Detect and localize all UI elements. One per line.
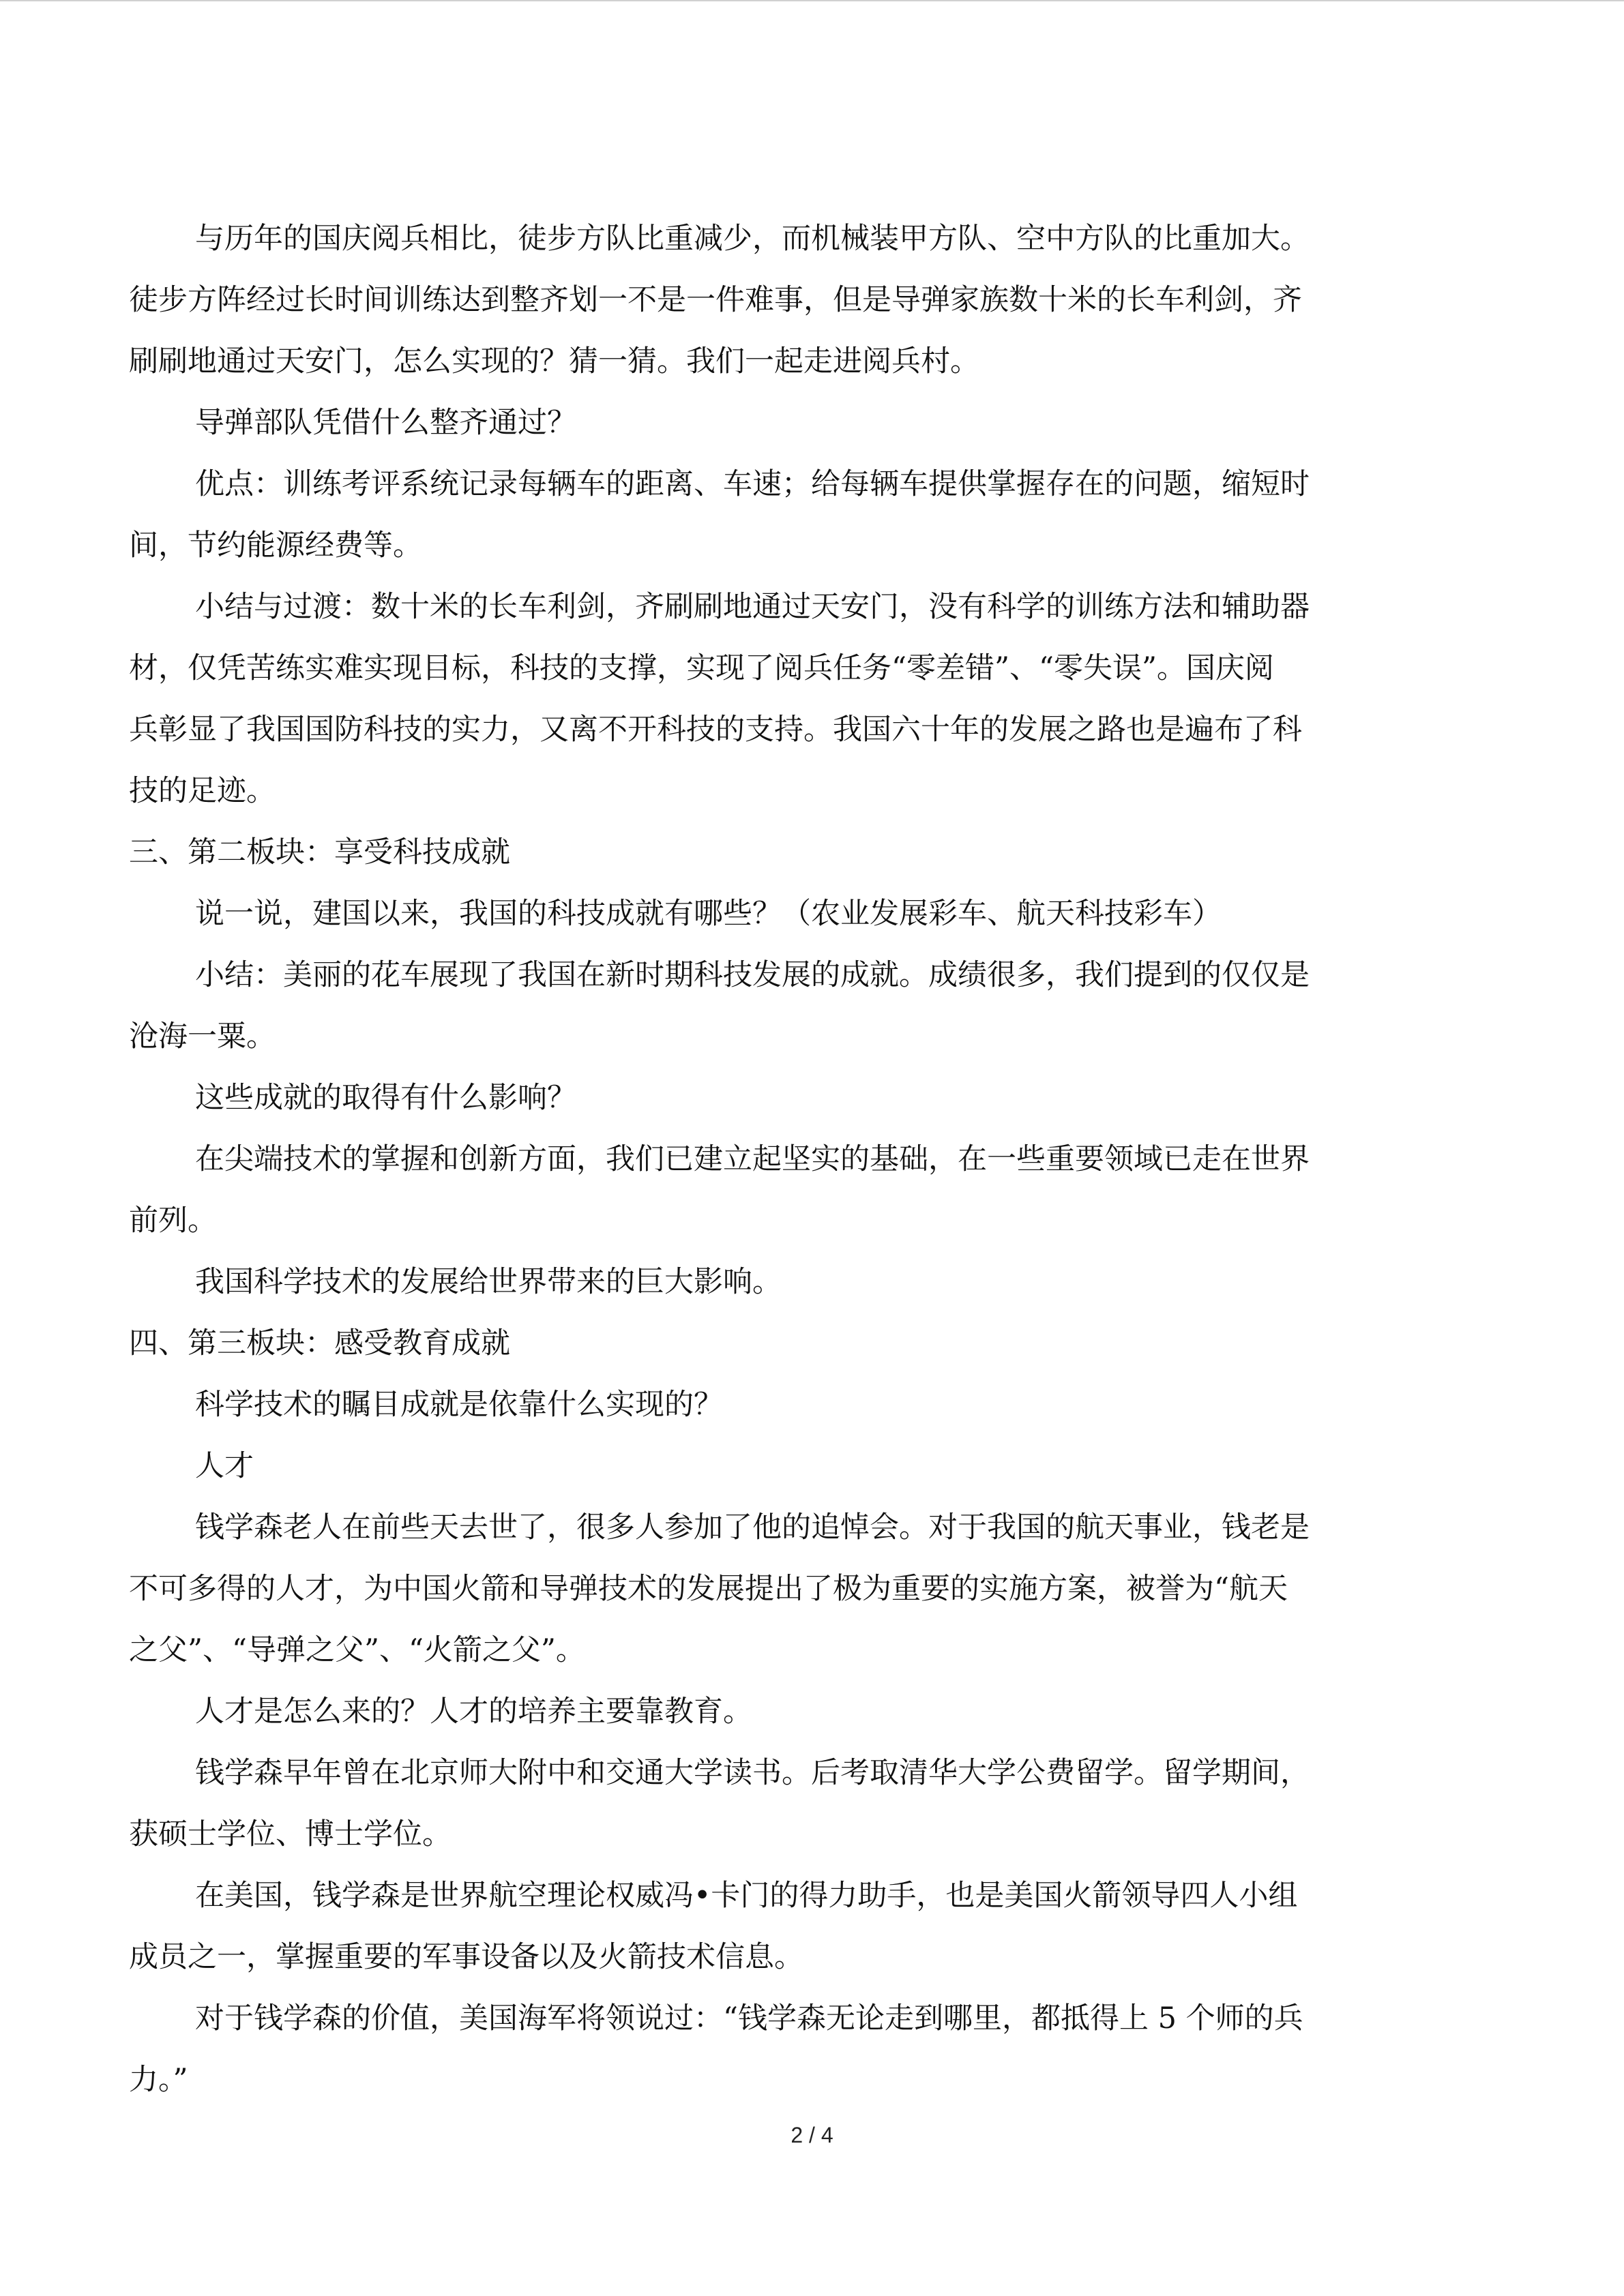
paragraph-line: 刷刷地通过天安门，怎么实现的？猜一猜。我们一起走进阅兵村。 (129, 344, 979, 378)
paragraph-line: 三、第二板块：享受科技成就 (129, 835, 510, 869)
paragraph-line: 兵彰显了我国国防科技的实力，又离不开科技的支持。我国六十年的发展之路也是遍布了科 (129, 713, 1302, 747)
page-top-border (0, 0, 1624, 1)
paragraph-line: 力。” (129, 2063, 188, 2097)
paragraph-line: 沧海一粟。 (129, 1019, 276, 1054)
paragraph-line-indented: 小结与过渡：数十米的长车利剑，齐刷刷地通过天安门，没有科学的训练方法和辅助器 (195, 590, 1310, 624)
paragraph-line-indented: 小结：美丽的花车展现了我国在新时期科技发展的成就。成绩很多，我们提到的仅仅是 (195, 958, 1310, 992)
paragraph-line-indented: 人才 (195, 1449, 254, 1483)
paragraph-line: 间，节约能源经费等。 (129, 528, 422, 563)
paragraph-line: 之父”、“导弹之父”、“火箭之父”。 (129, 1633, 585, 1667)
paragraph-line: 前列。 (129, 1204, 217, 1238)
paragraph-line: 材，仅凭苦练实难实现目标，科技的支撑，实现了阅兵任务“零差错”、“零失误”。国庆阅 (129, 651, 1274, 685)
paragraph-line-indented: 钱学森老人在前些天去世了，很多人参加了他的追悼会。对于我国的航天事业，钱老是 (195, 1510, 1310, 1545)
paragraph-line-indented: 导弹部队凭借什么整齐通过？ (195, 406, 576, 440)
paragraph-line: 技的足迹。 (129, 774, 276, 808)
page-number: 2 / 4 (791, 2123, 833, 2147)
paragraph-line: 成员之一，掌握重要的军事设备以及火箭技术信息。 (129, 1940, 803, 1974)
paragraph-line-indented: 人才是怎么来的？人才的培养主要靠教育。 (195, 1695, 752, 1729)
paragraph-line-indented: 与历年的国庆阅兵相比，徒步方队比重减少，而机械装甲方队、空中方队的比重加大。 (195, 222, 1310, 256)
paragraph-line-indented: 在尖端技术的掌握和创新方面，我们已建立起坚实的基础，在一些重要领域已走在世界 (195, 1142, 1310, 1176)
paragraph-line-indented: 科学技术的瞩目成就是依靠什么实现的？ (195, 1388, 723, 1422)
paragraph-line-indented: 对于钱学森的价值，美国海军将领说过：“钱学森无论走到哪里，都抵得上 5 个师的兵 (195, 2001, 1303, 2036)
paragraph-line-indented: 钱学森早年曾在北京师大附中和交通大学读书。后考取清华大学公费留学。留学期间， (195, 1756, 1310, 1790)
paragraph-line-indented: 说一说，建国以来，我国的科技成就有哪些？（农业发展彩车、航天科技彩车） (195, 897, 1222, 931)
paragraph-line: 徒步方阵经过长时间训练达到整齐划一不是一件难事，但是导弹家族数十米的长车利剑，齐 (129, 283, 1302, 317)
paragraph-line-indented: 这些成就的取得有什么影响？ (195, 1081, 576, 1115)
paragraph-line: 四、第三板块：感受教育成就 (129, 1326, 510, 1360)
paragraph-line: 不可多得的人才，为中国火箭和导弹技术的发展提出了极为重要的实施方案，被誉为“航天 (129, 1572, 1288, 1606)
paragraph-line: 获硕士学位、博士学位。 (129, 1817, 452, 1851)
paragraph-line-indented: 优点：训练考评系统记录每辆车的距离、车速；给每辆车提供掌握存在的问题，缩短时 (195, 467, 1310, 501)
paragraph-line-indented: 我国科学技术的发展给世界带来的巨大影响。 (195, 1265, 782, 1299)
document-body (129, 208, 1459, 2111)
paragraph-line-indented: 在美国，钱学森是世界航空理论权威冯•卡门的得力助手，也是美国火箭领导四人小组 (195, 1879, 1298, 1913)
